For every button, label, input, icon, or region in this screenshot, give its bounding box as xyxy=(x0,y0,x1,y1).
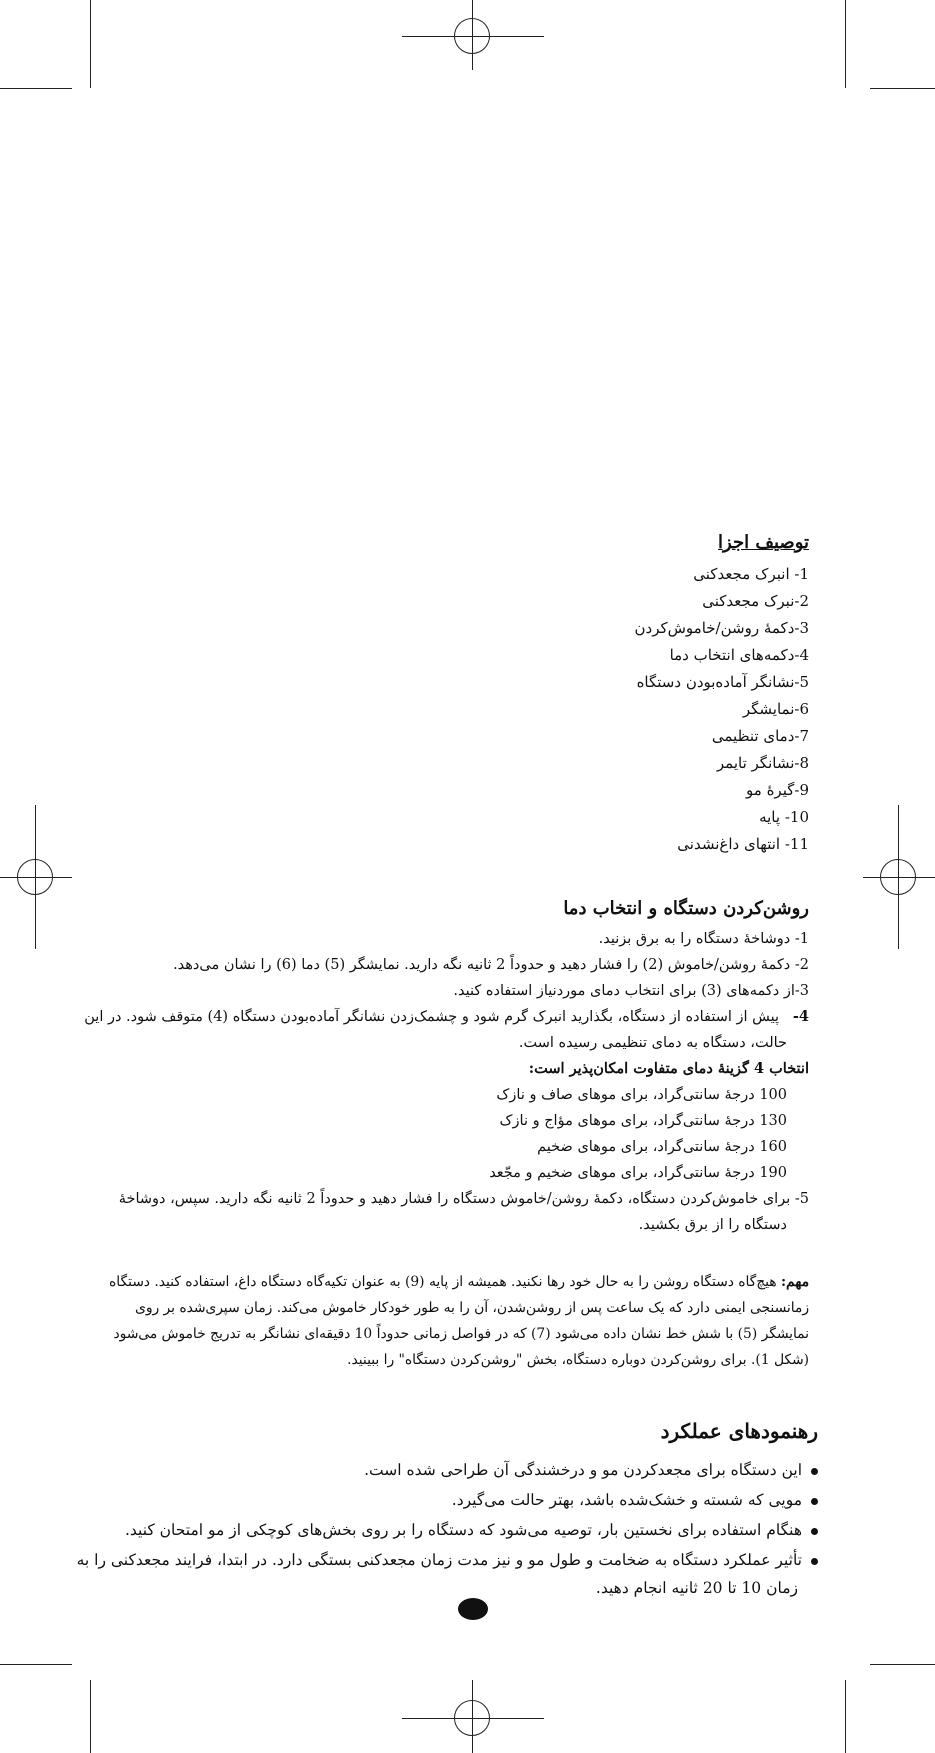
temperature-option-190: 190 درجۀ سانتی‌گراد، برای موهای ضخیم و مجّعد xyxy=(489,1165,787,1181)
guideline-bullet-4 xyxy=(77,1551,818,1569)
guideline-bullet-1-text: این دستگاه برای مجعدکردن مو و درخشندگی آن طراحی شده است. xyxy=(364,1461,802,1479)
important-line-2: زمانسنجی ایمنی دارد که یک ساعت پس از روشن‌شدن، آن را به طور خودکار خاموش می‌کند. زمان سپری‌شده بر روی xyxy=(135,1300,809,1316)
part-item-4: 4-دکمه‌های انتخاب دما xyxy=(669,646,809,664)
bullet-icon xyxy=(811,1558,818,1565)
temperature-option-160: 160 درجۀ سانتی‌گراد، برای موهای ضخیم xyxy=(537,1139,787,1155)
startup-title: روشن‌کردن دستگاه و انتخاب دما xyxy=(563,898,809,919)
part-item-2: 2-نبرک مجعدکنی xyxy=(702,592,809,610)
part-item-5: 5-نشانگر آماده‌بودن دستگاه xyxy=(636,673,809,691)
guideline-bullet-1 xyxy=(364,1461,818,1479)
startup-section xyxy=(84,896,809,1256)
guideline-bullet-3-text: هنگام استفاده برای نخستین بار، توصیه می‌شود که دستگاه را بر روی بخش‌های کوچکی از مو امتحان کنید. xyxy=(124,1521,802,1539)
part-item-6: 6-نمایشگر xyxy=(742,700,809,718)
part-item-8: 8-نشانگر تایمر xyxy=(716,754,809,772)
startup-step-3: 3-از دکمه‌های (3) برای انتخاب دمای موردنیاز استفاده کنید. xyxy=(453,983,809,999)
parts-title: توصیف اجزا xyxy=(718,532,809,553)
part-item-7: 7-دمای تنظیمی xyxy=(711,727,809,745)
page-number-marker xyxy=(458,1598,488,1620)
startup-step-1: 1- دوشاخۀ دستگاه را به برق بزنید. xyxy=(598,931,809,947)
important-label: مهم: xyxy=(780,1274,809,1290)
guideline-bullet-3 xyxy=(125,1521,818,1539)
important-line-4: (شکل 1). برای روشن‌کردن دوباره دستگاه، بخش "روشن‌کردن دستگاه" را ببینید. xyxy=(347,1352,809,1368)
part-item-11: 11- انتهای داغ‌نشدنی xyxy=(677,835,809,853)
important-line-3: نمایشگر (5) با شش خط نشان داده می‌شود (7) که در فواصل زمانی حدوداً 10 دقیقه‌ای نشانگر به تدریج خاموش می‌شود xyxy=(113,1326,809,1342)
part-item-9: 9-گیرۀ مو xyxy=(746,781,809,799)
parts-section xyxy=(409,532,809,862)
part-item-1: 1- انبرک مجعدکنی xyxy=(693,565,809,583)
guideline-bullet-4-text: تأثیر عملکرد دستگاه به ضخامت و طول مو و نیز مدت زمان مجعدکنی بستگی دارد. در ابتدا، فرایند مجعدکنی را به xyxy=(76,1551,802,1569)
temperature-options-title: انتخاب 4 گزینۀ دمای متفاوت امکان‌پذیر است: xyxy=(528,1060,809,1077)
bullet-icon xyxy=(811,1528,818,1535)
startup-step-5: 5- برای خاموش‌کردن دستگاه، دکمۀ روشن/خاموش دستگاه را فشار دهید و حدوداً 2 ثانیه نگه دارید. سپس، دوشاخۀ xyxy=(118,1191,809,1207)
guideline-bullet-4-cont: زمان 10 تا 20 ثانیه انجام دهید. xyxy=(595,1579,798,1597)
important-line-1 xyxy=(109,1274,809,1290)
guideline-bullet-2-text: مویی که شسته و خشک‌شده باشد، بهتر حالت می‌گیرد. xyxy=(451,1491,802,1509)
bullet-icon xyxy=(811,1468,818,1475)
temperature-option-100: 100 درجۀ سانتی‌گراد، برای موهای صاف و نازک xyxy=(496,1087,787,1103)
bullet-icon xyxy=(811,1498,818,1505)
startup-step-4-cont: حالت، دستگاه به دمای تنظیمی رسیده است. xyxy=(518,1035,787,1051)
important-note xyxy=(109,1274,809,1394)
startup-step-4 xyxy=(84,1004,809,1030)
part-item-10: 10- پایه xyxy=(759,808,809,826)
part-item-3: 3-دکمۀ روشن/خاموش‌کردن xyxy=(634,619,809,637)
startup-step-4-number: 4- xyxy=(792,1008,809,1025)
temperature-option-130: 130 درجۀ سانتی‌گراد، برای موهای مؤاج و نازک xyxy=(499,1113,787,1129)
startup-step-5-cont: دستگاه را از برق بکشید. xyxy=(638,1217,787,1233)
startup-step-4-text: پیش از استفاده از دستگاه، بگذارید انبرک گرم شود و چشمک‌زدن نشانگر آماده‌بودن دستگاه (4) متوقف شود. در این xyxy=(84,1009,780,1025)
guidelines-title: رهنمودهای عملکرد xyxy=(660,1419,818,1443)
important-line-1-text: هیچ‌گاه دستگاه روشن را به حال خود رها نکنید. همیشه از پایه (9) به عنوان تکیه‌گاه دستگاه داغ، استفاده کنید. دستگاه xyxy=(109,1274,781,1290)
guideline-bullet-2 xyxy=(452,1491,818,1509)
startup-step-2: 2- دکمۀ روشن/خاموش (2) را فشار دهید و حدوداً 2 ثانیه نگه دارید. نمایشگر (5) دما (6) را نشان می‌دهد. xyxy=(173,957,809,973)
guidelines-section xyxy=(76,1419,818,1599)
